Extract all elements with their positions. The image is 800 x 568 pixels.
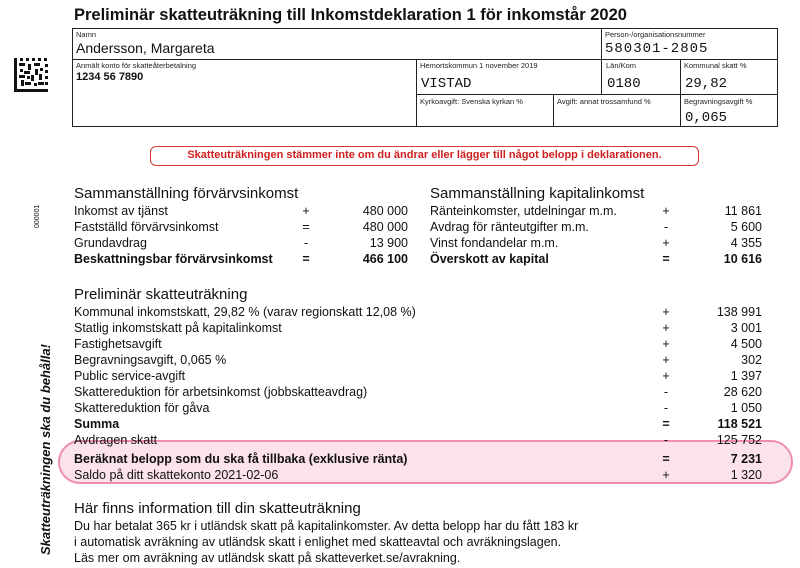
info-line: i automatisk avräkning av utländsk skatt i enlighet med skatteavtal och avräkningslagen. bbox=[74, 535, 562, 549]
side-code: 000001 bbox=[34, 204, 41, 228]
prelim-row: Kommunal inkomstskatt, 29,82 % (varav regionskatt 12,08 %) + 138 991 bbox=[74, 305, 762, 319]
prelim-row-summa: Summa = 118 521 bbox=[74, 417, 762, 431]
prelim-row: Statlig inkomstskatt på kapitalinkomst + 3 001 bbox=[74, 321, 762, 335]
side-text: Skatteuträkningen ska du behålla! bbox=[38, 344, 53, 555]
kapital-row: Avdrag för ränteutgifter m.m. - 5 600 bbox=[430, 220, 762, 234]
pnr-label: Person-/organisationsnummer bbox=[605, 30, 706, 39]
begravning-label: Begravningsavgift % bbox=[684, 97, 753, 106]
kommunalskatt-label: Kommunal skatt % bbox=[684, 61, 747, 70]
name-label: Namn bbox=[76, 30, 97, 39]
municipality-value: VISTAD bbox=[421, 76, 472, 92]
kyrko-label: Kyrkoavgift: Svenska kyrkan % bbox=[420, 97, 523, 106]
forvarv-row: Grundavdrag - 13 900 bbox=[74, 236, 408, 250]
prelim-row: Skattereduktion för gåva - 1 050 bbox=[74, 401, 762, 415]
prelim-row: Skattereduktion för arbetsinkomst (jobbskatteavdrag) - 28 620 bbox=[74, 385, 762, 399]
name-value: Andersson, Margareta bbox=[76, 40, 215, 56]
prelim-row: Fastighetsavgift + 4 500 bbox=[74, 337, 762, 351]
lankom-label: Län/Kom bbox=[606, 61, 637, 70]
prelim-row: Public service-avgift + 1 397 bbox=[74, 369, 762, 383]
notice-banner: Skatteuträkningen stämmer inte om du ändrar eller lägger till något belopp i deklarationen. bbox=[150, 146, 699, 166]
prelim-row: Avdragen skatt - 125 752 bbox=[74, 433, 762, 447]
forvarv-row: Fastställd förvärvsinkomst = 480 000 bbox=[74, 220, 408, 234]
forvarv-row-total: Beskattningsbar förvärvsinkomst = 466 100 bbox=[74, 252, 408, 266]
begravning-value: 0,065 bbox=[685, 110, 728, 126]
lankom-value: 0180 bbox=[607, 76, 641, 92]
prelim-row: Saldo på ditt skattekonto 2021-02-06 + 1 320 bbox=[74, 468, 762, 482]
kapital-heading: Sammanställning kapitalinkomst bbox=[430, 185, 645, 202]
municipality-label: Hemortskommun 1 november 2019 bbox=[420, 61, 538, 70]
account-label: Anmält konto för skatteåterbetalning bbox=[76, 61, 197, 70]
page-title: Preliminär skatteuträkning till Inkomstdeklaration 1 för inkomstår 2020 bbox=[74, 6, 627, 24]
kommunalskatt-value: 29,82 bbox=[685, 76, 728, 92]
datamatrix-code-icon bbox=[14, 58, 48, 92]
kapital-row: Ränteinkomster, utdelningar m.m. + 11 861 bbox=[430, 204, 762, 218]
account-value: 1234 56 7890 bbox=[76, 71, 144, 83]
prelim-row-refund: Beräknat belopp som du ska få tillbaka (exklusive ränta) = 7 231 bbox=[74, 452, 762, 466]
prelim-row: Begravningsavgift, 0,065 % + 302 bbox=[74, 353, 762, 367]
pnr-value: 580301-2805 bbox=[605, 41, 709, 57]
kapital-row: Vinst fondandelar m.m. + 4 355 bbox=[430, 236, 762, 250]
kapital-row-total: Överskott av kapital = 10 616 bbox=[430, 252, 762, 266]
avgift-label: Avgift: annat trossamfund % bbox=[557, 97, 651, 106]
info-heading: Här finns information till din skatteuträkning bbox=[74, 500, 361, 517]
forvarv-row: Inkomst av tjänst + 480 000 bbox=[74, 204, 408, 218]
prelim-heading: Preliminär skatteuträkning bbox=[74, 286, 248, 303]
info-line: Du har betalat 365 kr i utländsk skatt på kapitalinkomster. Av detta belopp har du fått 183 kr bbox=[74, 519, 579, 533]
info-line: Läs mer om avräkning av utländsk skatt på skatteverket.se/avrakning. bbox=[74, 551, 461, 565]
forvarv-heading: Sammanställning förvärvsinkomst bbox=[74, 185, 299, 202]
